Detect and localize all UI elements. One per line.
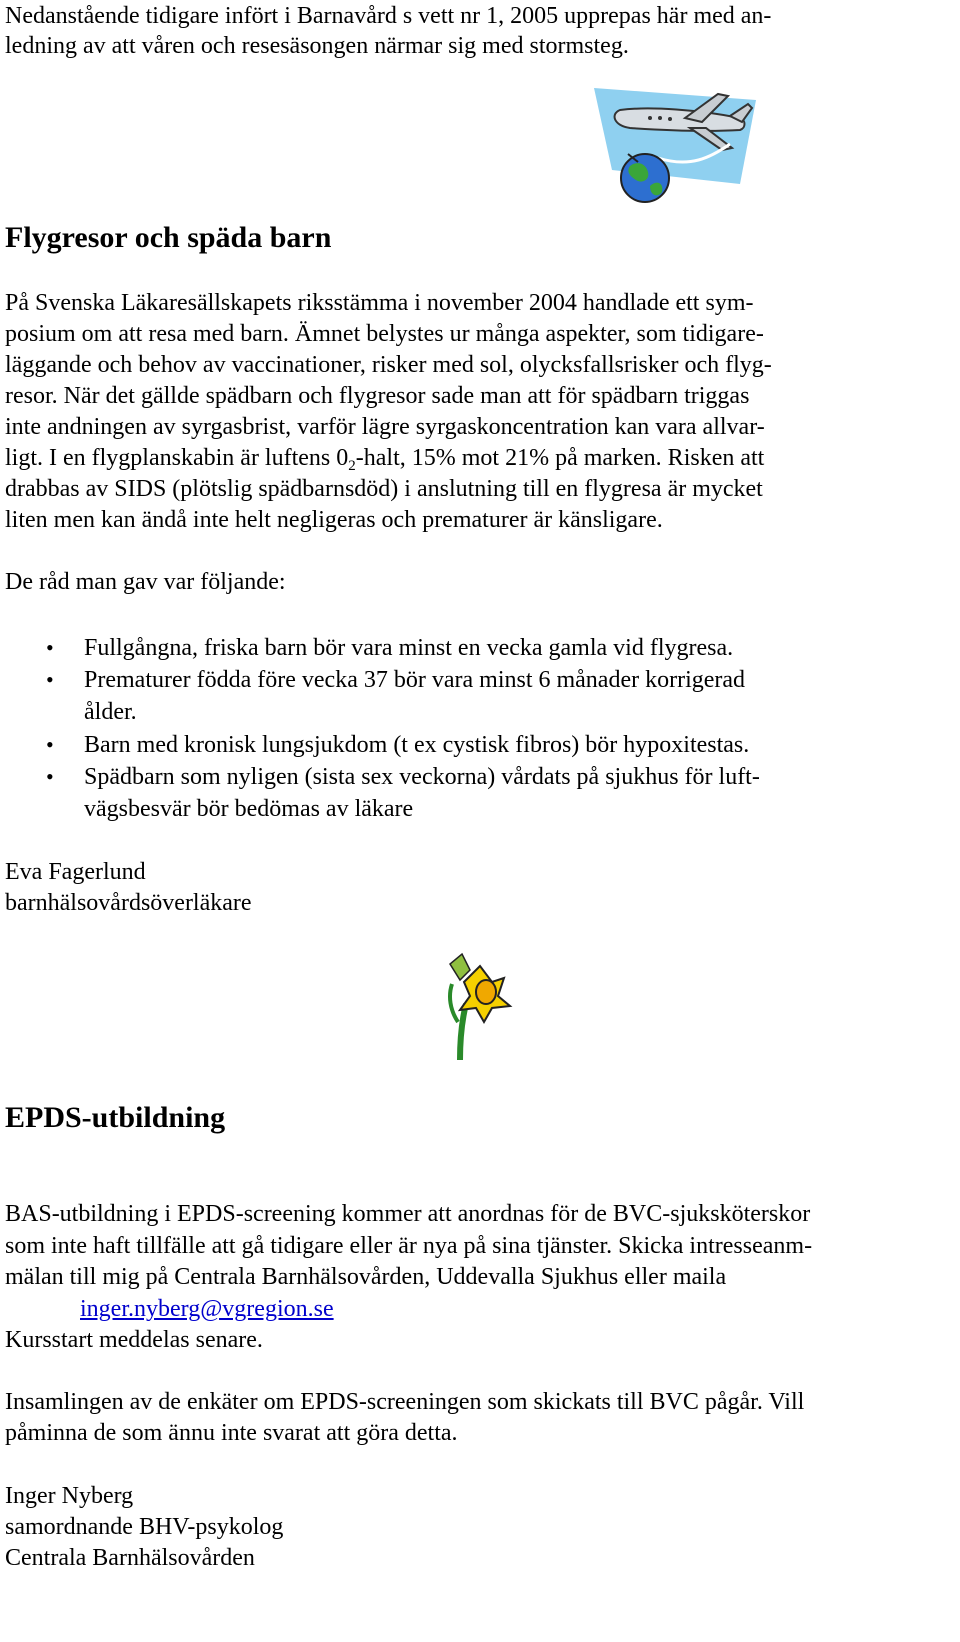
oxygen-subscript: 2 [348,458,356,474]
email-link[interactable]: inger.nyberg@vgregion.se [80,1296,334,1322]
list-item-line: Spädbarn som nyligen (sista sex veckorna) vårdats på sjukhus för luft- [84,764,760,790]
bullet-icon: • [46,667,54,692]
list-item-line: vägsbesvär bör bedömas av läkare [84,796,414,822]
airplane-globe-illustration [590,88,760,208]
intro-line-1: Nedanstående tidigare infört i Barnavård s vett nr 1, 2005 upprepas här med an- [5,3,772,29]
epds-signature-title: samordnande BHV-psykolog [5,1514,284,1540]
epds-signature-name: Inger Nyberg [5,1483,134,1509]
list-item-line: ålder. [84,699,137,725]
flight-line-8: liten men kan ändå inte helt negligeras och prematurer är känsligare. [5,507,663,533]
bullet-icon: • [46,732,54,757]
flight-line-5: inte andningen av syrgasbrist, varför lägre syrgaskoncentration kan vara allvar- [5,414,765,440]
advice-intro: De råd man gav var följande: [5,569,286,595]
signature-title: barnhälsovårdsöverläkare [5,890,252,916]
flight-line-7: drabbas av SIDS (plötslig spädbarnsdöd) i anslutning till en flygresa är mycket [5,476,763,502]
flight-heading: Flygresor och späda barn [5,221,332,254]
epds-line-1: BAS-utbildning i EPDS-screening kommer att anordnas för de BVC-sjuksköterskor [5,1201,811,1227]
flight-line-6 [5,442,764,474]
survey-line-1: Insamlingen av de enkäter om EPDS-screeningen som skickats till BVC pågår. Vill [5,1389,805,1415]
flight-line-1: På Svenska Läkaresällskapets riksstämma i november 2004 handlade ett sym- [5,290,754,316]
flight-line-3: läggande och behov av vaccinationer, risker med sol, olycksfallsrisker och flyg- [5,352,772,378]
survey-line-2: påminna de som ännu inte svarat att göra detta. [5,1420,458,1446]
list-item-line: Prematurer födda före vecka 37 bör vara minst 6 månader korrigerad [84,667,746,693]
course-note: Kursstart meddelas senare. [5,1327,263,1353]
daffodil-icon [440,952,520,1064]
bullet-icon: • [46,635,54,660]
flight-line-4: resor. När det gällde spädbarn och flygresor sade man att för spädbarn triggas [5,383,750,409]
flight-line-6-b: -halt, 15% mot 21% på marken. Risken att [355,445,765,471]
flight-line-2: posium om att resa med barn. Ämnet belystes ur många aspekter, som tidigare- [5,321,764,347]
signature-name: Eva Fagerlund [5,859,146,885]
list-item-line: Fullgångna, friska barn bör vara minst en vecka gamla vid flygresa. [84,635,734,661]
epds-signature-org: Centrala Barnhälsovården [5,1545,255,1571]
epds-line-2: som inte haft tillfälle att gå tidigare eller är nya på sina tjänster. Skicka intresseanm- [5,1233,813,1259]
flight-line-6-a: ligt. I en flygplanskabin är luftens 0 [5,445,349,471]
intro-line-2: ledning av att våren och resesäsongen närmar sig med stormsteg. [5,33,629,59]
epds-heading: EPDS-utbildning [5,1101,226,1134]
list-item-line: Barn med kronisk lungsjukdom (t ex cystisk fibros) bör hypoxitestas. [84,732,750,758]
bullet-icon: • [46,764,54,789]
epds-line-3: mälan till mig på Centrala Barnhälsovården, Uddevalla Sjukhus eller maila [5,1264,727,1290]
